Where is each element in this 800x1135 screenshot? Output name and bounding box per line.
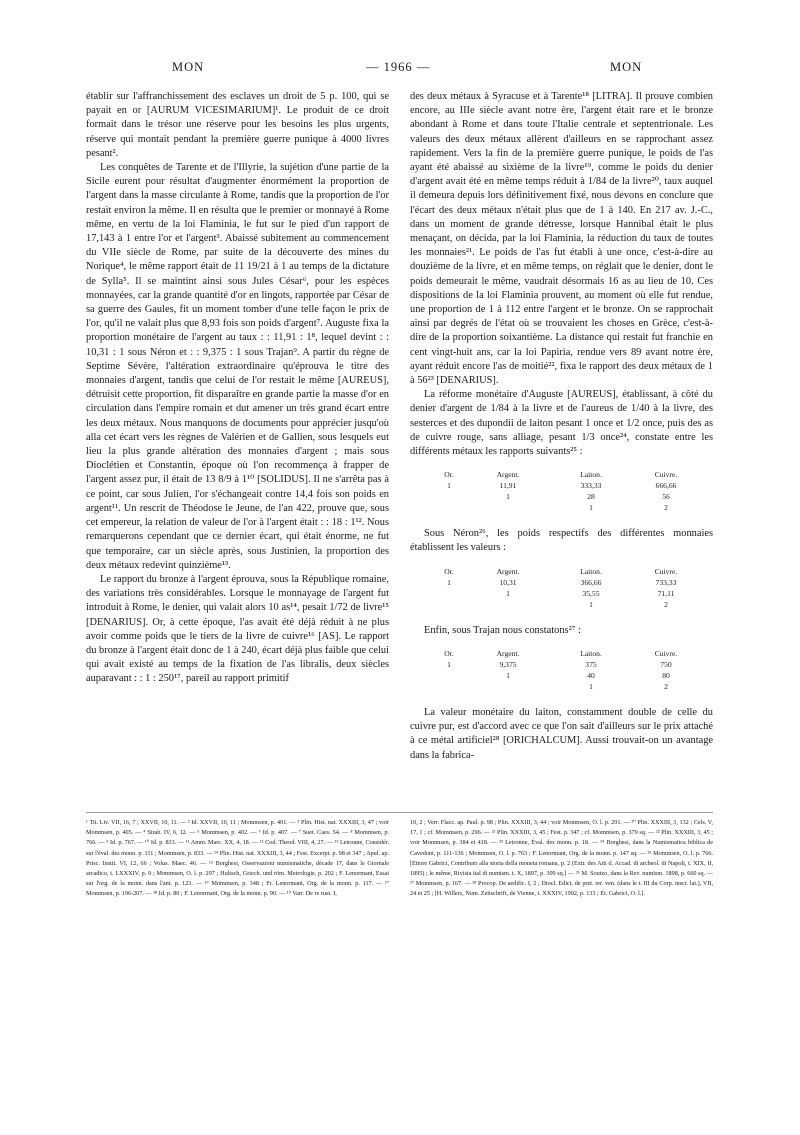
table-cell: 1 xyxy=(447,481,451,491)
table-cell: 1 xyxy=(506,670,510,680)
table-cell: 11,91 xyxy=(499,481,517,491)
table-header-row xyxy=(436,469,704,480)
table-header: Argent. xyxy=(496,566,520,576)
table-cell: 35,55 xyxy=(582,588,600,598)
table-cell: 2 xyxy=(664,681,668,691)
page-number: — 1966 — xyxy=(366,60,431,74)
table-cell xyxy=(462,599,554,610)
table-header: Cuivre. xyxy=(654,470,678,480)
table-cell: 733,33 xyxy=(655,577,677,587)
table-cell: 1 xyxy=(447,577,451,587)
table-row xyxy=(436,577,704,588)
table-row xyxy=(436,681,704,692)
table-cell: 80 xyxy=(662,670,670,680)
paragraph: Enfin, sous Trajan nous constatons²⁷ : xyxy=(424,624,581,636)
table-cell xyxy=(436,670,462,681)
ratio-table-trajan xyxy=(436,648,704,692)
paragraph: des deux métaux à Syracuse et à Tarente¹⁸ [LITRA]. Il prouve combien encore, au IIIe siècle avant notre ère, l'argent était rare et le bronze abondant à Rome et dans toute l'Italie centrale et septentrionale. Les valeurs des deux métaux allèrent d'ailleurs en se rapprochant assez rapidement. Vers la fin de la première guerre punique, le poids de l'as ayant été abaissé au sixième de la livre¹⁹, comme le poids du denier d'argent avait été en même temps réduit à 1/84 de la livre²⁰, taux auquel il demeura depuis lors définitivement fixé, nous devons en conclure que l'écart des deux métaux n'était plus que de 1 à 140. En 217 av. J.-C., dans un moment de grande détresse, lorsque Hannibal était le plus menaçant, on décida, par la loi Flaminia, la réduction du taux de toutes les monnaies²¹. Le poids de l'as fut établi à une once, c'est-à-dire au douzième de la livre, et en même temps, on réglait que le denier, dont le poids demeurait le même, vaudrait désormais 16 as au lieu de 10. Ces dispositions de la loi Flaminia prouvent, au moment où elle fut rendue, une proportion de 1 à 112 entre l'argent et le bronze. On se rapprochait ainsi par degrés de l'état où se trouvaient les choses en Grèce, c'est-à-dire de la proportion soixantième. La distance qui restait fut franchie en cent vingt-huit ans, car la loi Papiria, rendue vers 89 avant notre ère, ayant réduit encore l'as de moitié²², fixa le rapport des deux métaux de 1 à 56²³ [DENARIUS]. xyxy=(410,91,713,387)
table-cell: 1 xyxy=(589,599,593,609)
table-row xyxy=(436,502,704,513)
table-cell xyxy=(436,588,462,599)
table-row xyxy=(436,588,704,599)
ratio-table-neron xyxy=(436,566,704,610)
table-header: Argent. xyxy=(496,470,520,480)
paragraph: La réforme monétaire d'Auguste [AUREUS], établissant, à côté du denier d'argent de 1/84 à la livre et de l'aureus de 1/40 à la livre, des sesterces et des dupondii de laiton pesant 1 once et 1/2 once, puis des as de cuivre rouge, sans alliage, pesant 1/3 once²⁴, constate entre les différents métaux les rapports suivants²⁵ : xyxy=(410,389,713,458)
table-cell: 366,66 xyxy=(580,577,602,587)
table-cell: 71,11 xyxy=(657,588,675,598)
table-header: Or. xyxy=(444,470,454,480)
table-row xyxy=(436,659,704,670)
table-header: Argent. xyxy=(496,648,520,658)
table-cell: 9,375 xyxy=(499,659,517,669)
table-cell: 56 xyxy=(662,492,670,502)
table-header: Laiton. xyxy=(580,648,602,658)
table-cell: 1 xyxy=(589,503,593,513)
table-cell: 2 xyxy=(664,503,668,513)
paragraph: Les conquêtes de Tarente et de l'Illyrie, la sujétion d'une partie de la Sicile eurent pour résultat d'augmenter énormément la proportion de l'argent dans la masse circulante à Rome, tandis que la proportion de l'or restait environ la même. Il en résulta que le premier or monnayé à Rome même, en vertu de la loi Flaminia, le fut sur le pied d'un rapport de 17,143 à 1 entre l'or et l'argent³. Abaissé subitement au commencement du VIIe siècle de Rome, par suite de la découverte des mines du Norique⁴, le même rapport était de 11 19/21 à 1 au temps de la dictature de Sylla⁵. Il se maintint ainsi sous Jules César⁶, pour les espèces monnayées, car la grande quantité d'or en lingots, rapportée par César de sa guerre des Gaules, fit un moment tomber d'une telle façon le prix de l'or, qu'il ne valait plus que 8,93 fois son poids d'argent⁷. Auguste fixa la proportion monétaire de l'argent au taux : : 11,91 : 1⁸, lequel devint : : 10,31 : 1 sous Néron et : : 9,375 : 1 sous Trajan⁹. A partir du règne de Septime Sévère, l'altération extraordinaire qu'éprouva le titre des monnaies d'argent, tandis que celui de l'or restait le même [AUREUS], détruisit cette proportion, fit disparaître en grande partie la masse d'or en circulation dans l'empire romain et dut amener un très grand écart entre les deux métaux. Nous manquons de documents pour apprécier jusqu'où alla cet écart vers les règnes de Valérien et de Gallien, sous lesquels eut lieu la plus grande altération des monnaies d'argent ; mais sous Dioclétien et Constantin, époque où l'on recommença à frapper de l'argent assez pur, il était de 13 8/9 à 1¹⁰ [SOLIDUS]. Il ne s'arrêta pas à ce point, car sous Julien, l'or s'échangeait contre 14,4 fois son poids en argent¹¹. Un rescrit de Théodose le Jeune, de l'an 422, prouve que, sous cet empereur, la relation de valeur de l'or à l'argent était : : 18 : 1¹². Nous remarquerons cependant que ce dernier écart, qui était énorme, ne fut que temporaire, car un siècle après, sous Justinien, la proportion des deux métaux redevint quinzième¹³. xyxy=(86,162,389,571)
table-row xyxy=(436,480,704,491)
paragraph: La valeur monétaire du laiton, constamment double de celle du cuivre pur, est d'accord avec ce que l'on sait d'ailleurs sur le prix attaché à ce métal artificiel²⁸ [ORICHALCUM]. Aussi trouvait-on un avantage dans la fabrica- xyxy=(410,706,713,761)
table-cell xyxy=(436,491,462,502)
table-header: Cuivre. xyxy=(654,566,678,576)
table-cell: 40 xyxy=(587,670,595,680)
table-row xyxy=(436,670,704,681)
footnotes-left: ¹ Tit. Liv. VII, 16, 7 ; XXVII, 10, 11. — ² Id. XXVII, 10, 11 ; Mommsen, p. 401. — ³ Plin. Hist. nat. XXXIII, 3, 47 ; voir Mommsen, p. 405. — ⁴ Strab. IV, 6, 12. — ⁵ Mommsen, p. 402. — ⁶ Id. p. 407. — ⁷ Suet. Caes. 54. — ⁸ Mommsen, p. 766. — ⁹ Id. p. 767. — ¹⁰ Id. p. 833. — ¹¹ Amm. Marc. XX, 4, 18. — ¹² Cod. Theod. VIII, 4, 27. — ¹³ Letronne, Considér. sur l'éval. des monn. p. 111 ; Mommsen, p. 833. — ¹⁴ Plin. Hist. nat. XXXIII, 3, 44 ; Fest. Excerpt. p. 98 et 347 ; Apul. ap. Prisc. Instit. VI, 12, 66 ; Volus. Maec. 46. — ¹⁵ Borghesi, Osservazioni numismatiche, décade 17, dans le Giornale arcadico, t. LXXXIV, p. 9 ; Mommsen, O. l. p. 297 ; Hultsch, Griech. und röm. Metrologie, p. 202 ; F. Lenormant, Essai sur l'org. de la monn. dans l'ant. p. 123. — ¹⁶ Mommsen, p. 348 ; Fr. Lenormant, Org. de la monn. p. 117. — ¹⁷ Mommsen, p. 196-207. — ¹⁸ Id. p. 80 ; F. Lenormant, Org. de la monn. p. 90. — ¹⁹ Varr. De re rust. I, xyxy=(86,819,389,898)
table-cell: 333,33 xyxy=(580,481,602,491)
paragraph: établir sur l'affranchissement des esclaves un droit de 5 p. 100, qui se payait en or [AURUM VICESIMARIUM]¹. Le produit de ce droit formait dans le trésor une réserve pour les besoins les plus urgents, réserve qui montait pendant la première guerre punique à 4000 livres pesant². xyxy=(86,91,389,159)
table-cell: 1 xyxy=(589,681,593,691)
table-cell: 2 xyxy=(664,599,668,609)
table-cell: 375 xyxy=(585,659,597,669)
table-header-row xyxy=(436,648,704,659)
table-cell xyxy=(462,502,554,513)
left-column xyxy=(86,90,389,687)
table-cell: 10,31 xyxy=(499,577,517,587)
table-cell: 28 xyxy=(587,492,595,502)
table-cell: 666,66 xyxy=(655,481,677,491)
table-cell: 750 xyxy=(660,659,672,669)
table-cell xyxy=(436,599,462,610)
footnotes-right: 10, 2 ; Verr. Flacc. ap. Paul. p. 98 ; Plin. XXXIII, 3, 44 ; voir Mommsen, O. l. p. 291. — ²⁰ Plin. XXXIII, 3, 132 ; Cels. V, 17, 1 ; cf. Mommsen, p. 296. — ²¹ Plin. XXXIII, 3, 45 ; Fest. p. 347 ; cf. Mommsen, p. 379 sq. — ²² Plin. XXXIII, 3, 45 ; voir Mommsen, p. 384 et 418. — ²³ Letronne, Éval. des monn. p. 18. — ²⁴ Borghesi, dans la Numismatica biblica de Cavedoni, p. 111-136 ; Mommsen, O. l. p. 763 ; F. Lenormant, Org. de la monn. p. 147 sq. — ²⁵ Mommsen, O. l. p. 766. [Ettore Gabrici, Contributo alla storia della moneta romana, p. 2 (Extr. des Atti d. Accad. di archeol. di Napoli, t. XIX, II, 1895) ; le même, Rivista ital di numism. t. X, 1897, p. 309 sq.] — ²⁶ M. Soutzo, dans la Rev. numism. 1898, p. 660 sq. — ²⁷ Mommsen, p. 167. — ²⁸ Procop. De aedific. I, 2 ; Diocl. Edict. de pret. rer. ven. (dans le t. III du Corp. inscr. lat.), VII, 24 et 25 ; [H. Willers, Num. Zeitschrift, de Vienne, t. XXXIV, 1902, p. 133 ; Et. Gabrici, O. l.]. xyxy=(410,819,713,898)
running-head-left: MON xyxy=(172,60,205,74)
table-header: Laiton. xyxy=(580,566,602,576)
table-header-row xyxy=(436,566,704,577)
table-row xyxy=(436,599,704,610)
running-head-right: MON xyxy=(610,60,643,74)
table-header: Or. xyxy=(444,566,454,576)
ratio-table-auguste xyxy=(436,469,704,513)
paragraph: Sous Néron²⁶, les poids respectifs des différentes monnaies établissent les valeurs : xyxy=(410,528,713,554)
table-header: Cuivre. xyxy=(654,648,678,658)
footnote-divider xyxy=(86,812,713,813)
table-cell: 1 xyxy=(447,659,451,669)
table-cell xyxy=(436,502,462,513)
table-cell: 1 xyxy=(506,588,510,598)
table-header: Or. xyxy=(444,648,454,658)
table-row xyxy=(436,491,704,502)
table-cell: 1 xyxy=(506,492,510,502)
table-cell xyxy=(462,681,554,692)
paragraph: Le rapport du bronze à l'argent éprouva, sous la République romaine, des variations très considérables. Lorsque le monnayage de l'argent fut introduit à Rome, le denier, qui valait alors 10 as¹⁴, pesait 1/72 de livre¹⁵ [DENARIUS]. Or, à cette époque, l'as avait été déjà réduit à ne plus avoir comme poids que le tiers de la livre de cuivre¹⁶ [AS]. Le rapport du bronze à l'argent était donc de 1 à 240, écart déjà plus faible que celui qui avait existé au temps de la fixation de l'as libralis, deux siècles auparavant : : 1 : 250¹⁷, pareil au rapport primitif xyxy=(86,573,389,685)
right-column xyxy=(410,90,713,763)
table-header: Laiton. xyxy=(580,470,602,480)
table-cell xyxy=(436,681,462,692)
